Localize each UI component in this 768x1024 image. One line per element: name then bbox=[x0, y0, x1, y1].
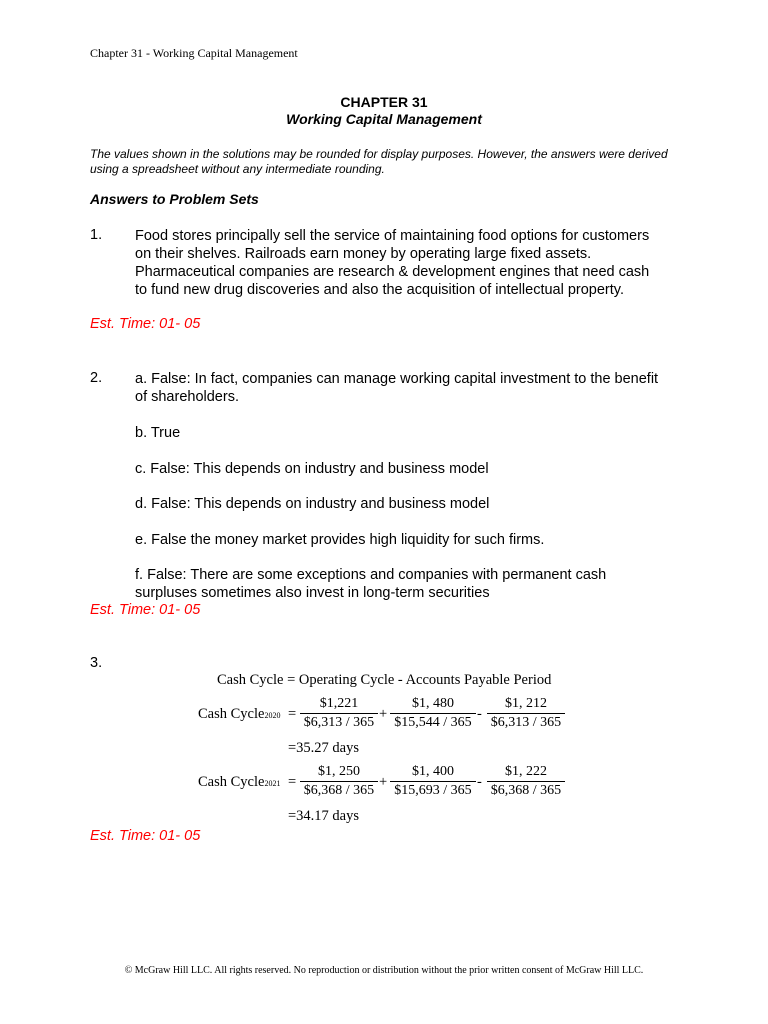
denominator: $15,544 / 365 bbox=[394, 715, 472, 730]
result-2020: =35.27 days bbox=[288, 740, 360, 756]
chapter-number: CHAPTER 31 bbox=[340, 94, 428, 110]
plus-sign: + bbox=[379, 774, 388, 790]
numerator: $1,221 bbox=[319, 696, 359, 711]
answer-item: f. False: There are some exceptions and companies with permanent cash surpluses sometimes also invest in long-term securities bbox=[135, 567, 607, 601]
fraction bbox=[390, 763, 476, 800]
minus-sign: - bbox=[477, 706, 482, 722]
problem-number: 1. bbox=[90, 227, 103, 243]
fraction bbox=[487, 695, 565, 732]
problem-text bbox=[135, 227, 665, 299]
answer-item: e. False the money market provides high liquidity for such firms. bbox=[135, 532, 545, 548]
title-block bbox=[0, 94, 768, 128]
denominator: $15,693 / 365 bbox=[394, 783, 472, 798]
rounding-note: The values shown in the solutions may be rounded for display purposes. However, the answers were derived using a spreadsheet without any intermediate rounding. bbox=[90, 147, 668, 176]
numerator: $1, 222 bbox=[505, 764, 547, 779]
fraction bbox=[390, 695, 476, 732]
fraction bbox=[300, 695, 378, 732]
answer-item: b. True bbox=[135, 425, 181, 441]
section-heading: Answers to Problem Sets bbox=[90, 191, 259, 207]
problem-1-answer: Food stores principally sell the service of maintaining food options for customers on their shelves. Railroads earn money by operating large fixed assets. Pharmaceutical companies are research & development engines that need cash to fund new drug discoveries and also the acquisition of intellectual property. bbox=[135, 228, 650, 298]
est-time: Est. Time: 01- 05 bbox=[90, 316, 201, 332]
numerator: $1, 250 bbox=[318, 764, 360, 779]
year-subscript: 2021 bbox=[264, 779, 281, 788]
chapter-title: Working Capital Management bbox=[286, 111, 482, 127]
answer-item: a. False: In fact, companies can manage working capital investment to the benefit of shareholders. bbox=[135, 371, 659, 405]
result-2021: =34.17 days bbox=[288, 808, 360, 824]
minus-sign: - bbox=[477, 774, 482, 790]
answer-item: d. False: This depends on industry and business model bbox=[135, 496, 490, 512]
numerator: $1, 400 bbox=[412, 764, 454, 779]
fraction bbox=[300, 763, 378, 800]
equals-sign: = bbox=[288, 706, 297, 722]
cash-cycle-label-2021 bbox=[198, 774, 280, 791]
est-time: Est. Time: 01- 05 bbox=[90, 828, 201, 844]
fraction bbox=[487, 763, 565, 800]
cash-cycle-label: Cash Cycle bbox=[198, 706, 265, 722]
numerator: $1, 480 bbox=[412, 696, 454, 711]
equals-sign: = bbox=[288, 774, 297, 790]
running-header: Chapter 31 - Working Capital Management bbox=[90, 46, 298, 60]
denominator: $6,368 / 365 bbox=[490, 783, 562, 798]
cash-cycle-formula: Cash Cycle = Operating Cycle - Accounts Payable Period bbox=[217, 672, 552, 688]
answer-item: c. False: This depends on industry and business model bbox=[135, 461, 489, 477]
denominator: $6,313 / 365 bbox=[490, 715, 562, 730]
est-time: Est. Time: 01- 05 bbox=[90, 602, 201, 618]
copyright-footer: © McGraw Hill LLC. All rights reserved. No reproduction or distribution without the prior written consent of McGraw Hill LLC. bbox=[124, 965, 644, 976]
plus-sign: + bbox=[379, 706, 388, 722]
numerator: $1, 212 bbox=[505, 696, 547, 711]
cash-cycle-label: Cash Cycle bbox=[198, 774, 265, 790]
problem-number: 3. bbox=[90, 655, 103, 671]
denominator: $6,313 / 365 bbox=[303, 715, 375, 730]
cash-cycle-label-2020 bbox=[198, 706, 280, 723]
year-subscript: 2020 bbox=[264, 711, 281, 720]
denominator: $6,368 / 365 bbox=[303, 783, 375, 798]
problem-number: 2. bbox=[90, 370, 103, 386]
